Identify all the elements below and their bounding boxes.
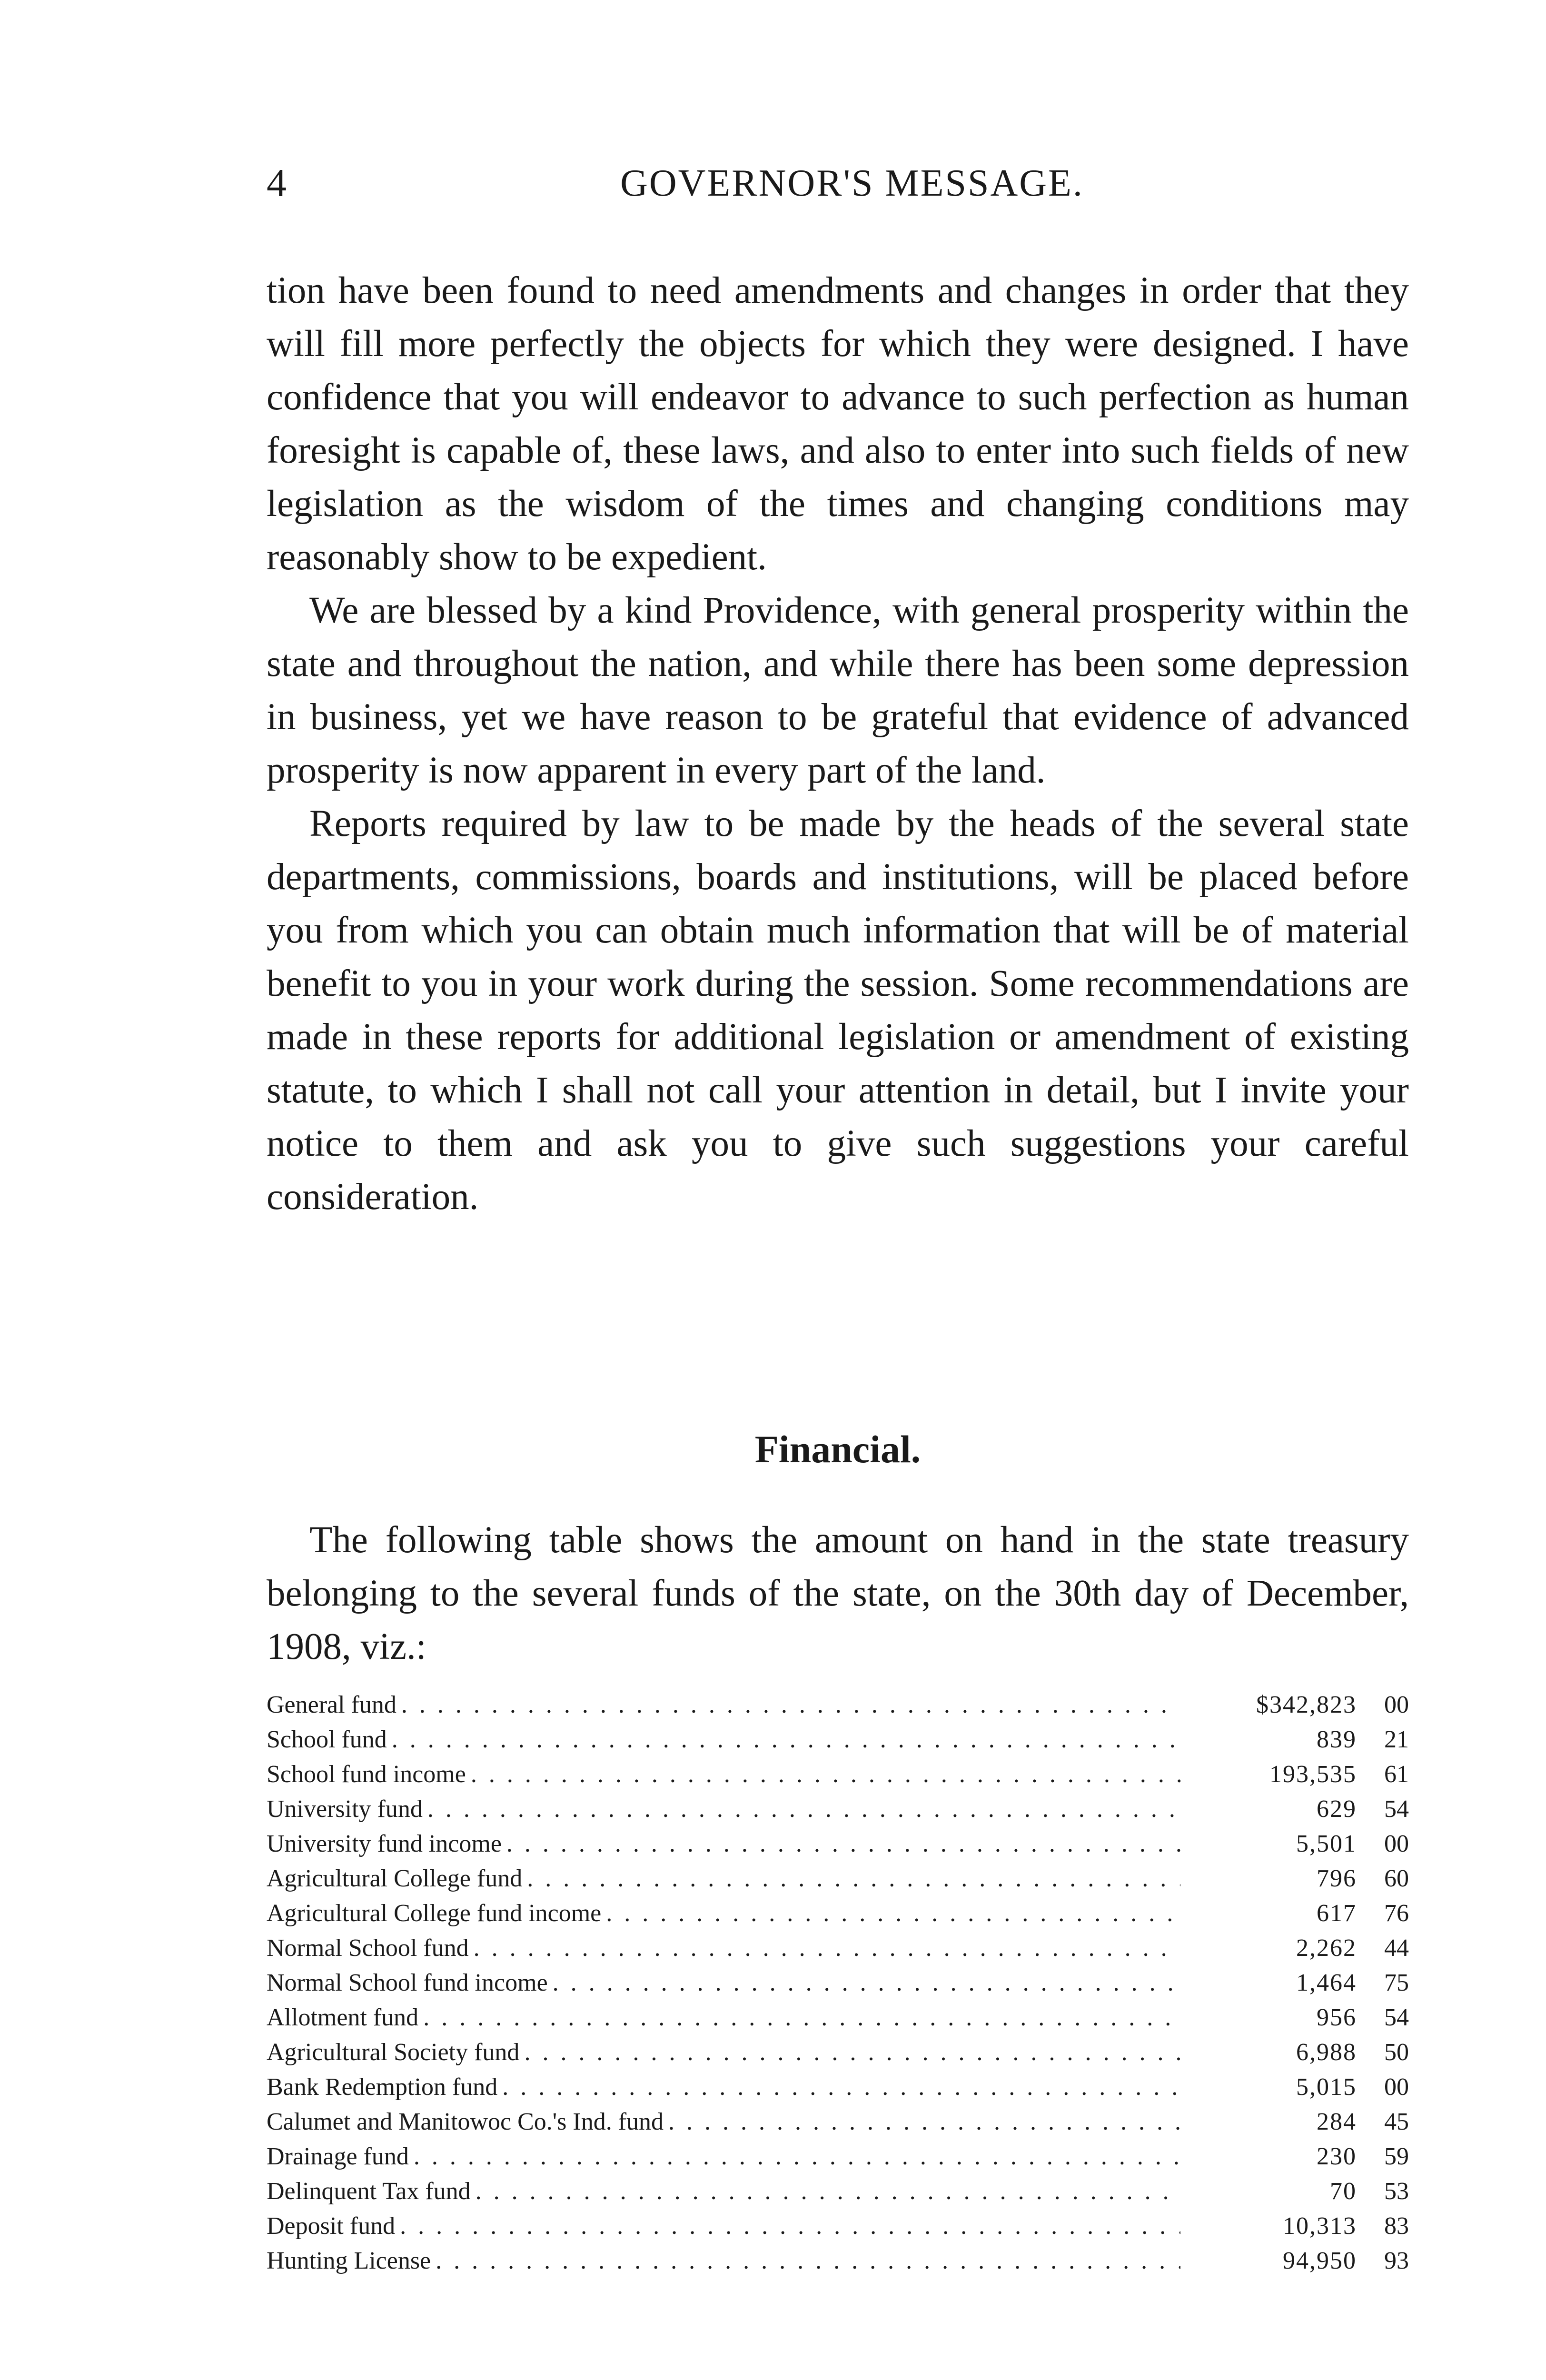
section-title: Financial. [754,1428,921,1471]
fund-label: Deposit fund [267,2212,396,2240]
fund-dollars: 796 [1317,1865,1357,1892]
fund-cents: 45 [1384,2108,1409,2135]
dot-leader [506,1826,1180,1861]
fund-label: Normal School fund income [267,1969,548,1996]
fund-label: Agricultural College fund [267,1865,523,1892]
fund-label: General fund [267,1691,396,1718]
fund-dollars: 10,313 [1283,2212,1357,2240]
dot-leader [476,2174,1180,2209]
fund-cents: 53 [1384,2178,1409,2205]
dot-leader [471,1757,1180,1792]
fund-cents: 00 [1384,2073,1409,2101]
table-row [267,1861,1409,1896]
dot-leader [524,2035,1180,2070]
dot-leader [392,1722,1180,1757]
fund-dollars: 94,950 [1283,2247,1357,2274]
fund-dollars: 284 [1317,2108,1357,2135]
fund-dollars: 629 [1317,1795,1357,1823]
body-text [267,264,1409,1224]
fund-dollars: 70 [1330,2178,1357,2205]
table-row [267,2139,1409,2174]
fund-cents: 61 [1384,1761,1409,1788]
table-row [267,1757,1409,1792]
fund-table [267,1687,1409,2278]
table-row [267,2000,1409,2035]
dot-leader [423,2000,1180,2035]
dot-leader [668,2104,1180,2139]
running-title: GOVERNOR'S MESSAGE. [620,162,1084,204]
dot-leader [527,1861,1180,1896]
fund-dollars: 617 [1317,1900,1357,1927]
dot-leader [606,1896,1180,1931]
dot-leader [427,1792,1180,1826]
fund-cents: 44 [1384,1934,1409,1962]
fund-cents: 59 [1384,2143,1409,2170]
table-row [267,2209,1409,2243]
fund-label: University fund income [267,1830,502,1857]
fund-label: Delinquent Tax fund [267,2178,471,2205]
table-row [267,1687,1409,1722]
fund-cents: 00 [1384,1691,1409,1718]
fund-label: Normal School fund [267,1934,469,1962]
fund-label: Drainage fund [267,2143,409,2170]
table-row [267,2104,1409,2139]
fund-label: Allotment fund [267,2004,419,2031]
dot-leader [553,1965,1180,2000]
financial-intro: The following table shows the amount on hand in the state treasury belonging to the several funds of the state, on the 30th day of December, 1908, viz.: [267,1519,1409,1667]
fund-cents: 93 [1384,2247,1409,2274]
fund-cents: 54 [1384,2004,1409,2031]
fund-cents: 00 [1384,1830,1409,1857]
fund-cents: 60 [1384,1865,1409,1892]
fund-dollars: 2,262 [1296,1934,1357,1962]
fund-label: Agricultural Society fund [267,2039,520,2066]
fund-dollars: 193,535 [1269,1761,1357,1788]
dot-leader [414,2139,1180,2174]
table-row [267,1722,1409,1757]
fund-label: University fund [267,1795,423,1823]
fund-cents: 54 [1384,1795,1409,1823]
page-number: 4 [267,161,287,205]
dot-leader [502,2070,1180,2104]
fund-label: Agricultural College fund income [267,1900,602,1927]
table-row [267,2070,1409,2104]
dot-leader [401,1687,1180,1722]
table-row [267,1826,1409,1861]
fund-dollars: 839 [1317,1726,1357,1753]
table-row [267,1965,1409,2000]
fund-dollars: 5,015 [1296,2073,1357,2101]
fund-label: Bank Redemption fund [267,2073,498,2101]
fund-cents: 50 [1384,2039,1409,2066]
fund-label: Calumet and Manitowoc Co.'s Ind. fund [267,2108,664,2135]
table-row [267,2243,1409,2278]
fund-label: School fund income [267,1761,466,1788]
fund-cents: 83 [1384,2212,1409,2240]
fund-label: Hunting License [267,2247,431,2274]
fund-dollars: $342,823 [1256,1691,1357,1718]
paragraph-reports: Reports required by law to be made by the heads of the several state departments, commissions, boards and institutions, will be placed before you from which you can obtain much information that will be of material benefit to you in your work during the session. Some recommendations are made in these reports for additional legislation or amendment of existing statute, to which I shall not call your attention in detail, but I invite your notice to them and ask you to give such suggestions your careful consideration. [267,803,1409,1218]
fund-cents: 75 [1384,1969,1409,1996]
dot-leader [474,1931,1180,1965]
page-header [267,157,1409,214]
dot-leader [400,2209,1180,2243]
paragraph-prosperity: We are blessed by a kind Providence, with general prosperity within the state and throughout the nation, and while there has been some depression in business, yet we have reason to be grateful that evidence of advanced prosperity is now apparent in every part of the land. [267,590,1409,791]
fund-dollars: 6,988 [1296,2039,1357,2066]
table-row [267,1896,1409,1931]
fund-dollars: 230 [1317,2143,1357,2170]
dot-leader [436,2243,1180,2278]
table-row [267,2174,1409,2209]
fund-cents: 76 [1384,1900,1409,1927]
fund-dollars: 5,501 [1296,1830,1357,1857]
fund-dollars: 1,464 [1296,1969,1357,1996]
fund-dollars: 956 [1317,2004,1357,2031]
fund-label: School fund [267,1726,387,1753]
table-row [267,1931,1409,1965]
table-row [267,2035,1409,2070]
fund-cents: 21 [1384,1726,1409,1753]
paragraph-continuation: tion have been found to need amendments and changes in order that they will fill more perfectly the objects for which they were designed. I have confidence that you will endeavor to advance to such perfection as human foresight is capable of, these laws, and also to enter into such fields of new legislation as the wisdom of the times and changing conditions may reasonably show to be expedient. [267,270,1409,578]
table-row [267,1792,1409,1826]
